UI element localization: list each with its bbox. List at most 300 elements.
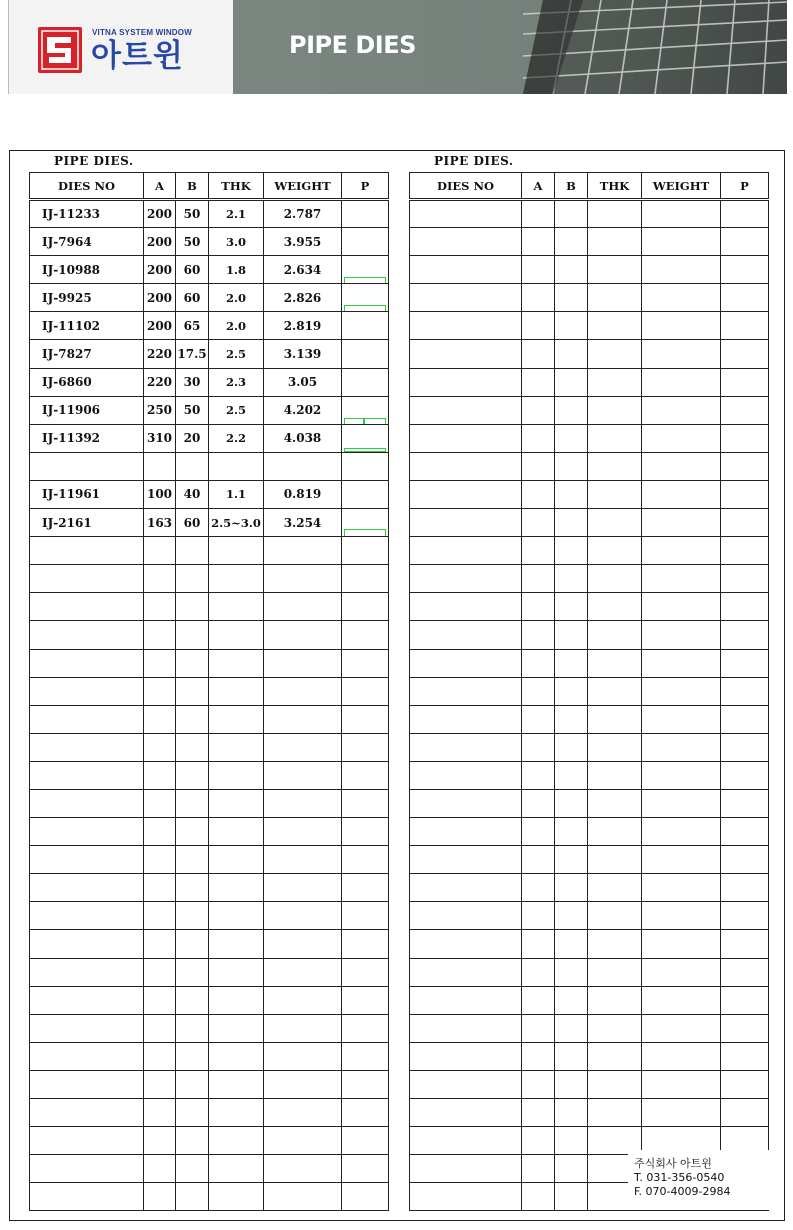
empty-cell: [342, 565, 389, 593]
a-cell: 200: [144, 228, 176, 256]
empty-cell: [588, 256, 642, 284]
empty-cell: [555, 1155, 588, 1183]
empty-cell: [555, 621, 588, 649]
col-header-dies-no: DIES NO: [30, 173, 144, 200]
empty-cell: [410, 565, 522, 593]
empty-cell: [410, 1014, 522, 1042]
empty-cell: [264, 593, 342, 621]
empty-cell: [342, 874, 389, 902]
empty-cell: [410, 340, 522, 368]
empty-cell: [588, 312, 642, 340]
empty-cell: [555, 509, 588, 537]
empty-cell: [342, 789, 389, 817]
empty-cell: [721, 284, 769, 312]
empty-cell: [721, 480, 769, 508]
empty-cell: [522, 284, 555, 312]
empty-cell: [522, 705, 555, 733]
empty-cell: [522, 958, 555, 986]
dies-no-cell: IJ-9925: [30, 284, 144, 312]
a-cell: 163: [144, 509, 176, 537]
dies-no-cell: IJ-6860: [30, 368, 144, 396]
table-row: [410, 677, 769, 705]
right-section-title: PIPE DIES.: [434, 154, 514, 168]
empty-cell: [264, 649, 342, 677]
empty-cell: [176, 1014, 209, 1042]
company-tel: T. 031-356-0540: [634, 1171, 725, 1184]
empty-cell: [642, 761, 721, 789]
empty-cell: [176, 1183, 209, 1211]
empty-cell: [144, 958, 176, 986]
empty-cell: [342, 1014, 389, 1042]
empty-cell: [176, 818, 209, 846]
thk-cell: 1.1: [209, 480, 264, 508]
empty-cell: [522, 1183, 555, 1211]
col-header-b: B: [176, 173, 209, 200]
empty-cell: [410, 733, 522, 761]
empty-cell: [144, 537, 176, 565]
weight-cell: 3.955: [264, 228, 342, 256]
empty-cell: [642, 677, 721, 705]
profile-cell: [342, 228, 389, 256]
empty-cell: [522, 902, 555, 930]
empty-cell: [209, 649, 264, 677]
empty-cell: [30, 1070, 144, 1098]
empty-cell: [588, 565, 642, 593]
weight-cell: 3.05: [264, 368, 342, 396]
profile-cell: [342, 340, 389, 368]
dies-no-cell: IJ-2161: [30, 509, 144, 537]
table-row: [410, 284, 769, 312]
empty-cell: [264, 902, 342, 930]
a-cell: 200: [144, 200, 176, 228]
empty-cell: [30, 1099, 144, 1127]
empty-cell: [555, 228, 588, 256]
empty-cell: [522, 818, 555, 846]
empty-cell: [176, 761, 209, 789]
empty-cell: [555, 677, 588, 705]
empty-cell: [642, 902, 721, 930]
empty-cell: [176, 1127, 209, 1155]
table-row: [30, 1014, 389, 1042]
empty-cell: [209, 677, 264, 705]
table-row: [30, 874, 389, 902]
empty-cell: [555, 1070, 588, 1098]
empty-cell: [721, 761, 769, 789]
table-row: [410, 565, 769, 593]
empty-cell: [410, 509, 522, 537]
empty-cell: [721, 649, 769, 677]
empty-cell: [555, 930, 588, 958]
empty-cell: [30, 565, 144, 593]
empty-cell: [642, 424, 721, 452]
empty-cell: [176, 789, 209, 817]
left-section-title: PIPE DIES.: [54, 154, 134, 168]
empty-cell: [342, 649, 389, 677]
empty-cell: [410, 986, 522, 1014]
empty-cell: [264, 958, 342, 986]
empty-cell: [721, 930, 769, 958]
a-cell: [144, 452, 176, 480]
table-row: [30, 986, 389, 1014]
empty-cell: [209, 958, 264, 986]
empty-cell: [410, 452, 522, 480]
table-row: [410, 256, 769, 284]
table-row: [410, 902, 769, 930]
logo-mark-svg: [38, 27, 82, 73]
empty-cell: [144, 705, 176, 733]
empty-cell: [30, 621, 144, 649]
empty-cell: [410, 284, 522, 312]
empty-cell: [410, 368, 522, 396]
empty-cell: [209, 1042, 264, 1070]
profile-cell: [342, 284, 389, 312]
empty-cell: [342, 677, 389, 705]
company-fax: F. 070-4009-2984: [634, 1185, 731, 1198]
table-row: [30, 1183, 389, 1211]
profile-cell: [342, 452, 389, 480]
empty-cell: [176, 705, 209, 733]
empty-cell: [264, 621, 342, 649]
weight-cell: 3.254: [264, 509, 342, 537]
empty-cell: [555, 874, 588, 902]
thk-cell: 2.5: [209, 340, 264, 368]
empty-cell: [264, 930, 342, 958]
empty-cell: [522, 1155, 555, 1183]
empty-cell: [144, 1070, 176, 1098]
empty-cell: [209, 705, 264, 733]
table-row: [30, 228, 389, 256]
empty-cell: [588, 677, 642, 705]
left-dies-table: [29, 172, 389, 1211]
empty-cell: [176, 874, 209, 902]
table-row: [410, 874, 769, 902]
table-row: [30, 846, 389, 874]
empty-cell: [30, 761, 144, 789]
table-row: [410, 1042, 769, 1070]
table-row: [410, 228, 769, 256]
empty-cell: [522, 677, 555, 705]
weight-cell: [264, 452, 342, 480]
empty-cell: [555, 818, 588, 846]
dies-no-cell: IJ-7827: [30, 340, 144, 368]
table-row: [410, 1014, 769, 1042]
empty-cell: [721, 228, 769, 256]
empty-cell: [522, 593, 555, 621]
empty-cell: [721, 1014, 769, 1042]
empty-cell: [209, 621, 264, 649]
table-row: [410, 986, 769, 1014]
empty-cell: [209, 537, 264, 565]
col-header-thk: THK: [209, 173, 264, 200]
table-row: [30, 312, 389, 340]
empty-cell: [264, 789, 342, 817]
empty-cell: [522, 621, 555, 649]
empty-cell: [642, 1014, 721, 1042]
table-row: [30, 593, 389, 621]
empty-cell: [30, 1014, 144, 1042]
empty-cell: [721, 677, 769, 705]
brand-name: 아트윈: [91, 38, 184, 74]
empty-cell: [522, 312, 555, 340]
empty-cell: [342, 958, 389, 986]
table-row: [30, 396, 389, 424]
empty-cell: [264, 1099, 342, 1127]
empty-cell: [522, 874, 555, 902]
empty-cell: [30, 1183, 144, 1211]
brand-subtitle: VITNA SYSTEM WINDOW: [92, 28, 192, 37]
empty-cell: [555, 452, 588, 480]
empty-cell: [176, 958, 209, 986]
table-row: [30, 733, 389, 761]
empty-cell: [522, 930, 555, 958]
a-cell: 310: [144, 424, 176, 452]
table-row: [410, 396, 769, 424]
empty-cell: [588, 228, 642, 256]
empty-cell: [176, 1155, 209, 1183]
empty-cell: [588, 874, 642, 902]
table-row: [410, 537, 769, 565]
empty-cell: [555, 761, 588, 789]
empty-cell: [30, 677, 144, 705]
empty-cell: [30, 593, 144, 621]
empty-cell: [342, 705, 389, 733]
table-row: [410, 958, 769, 986]
empty-cell: [721, 565, 769, 593]
empty-cell: [342, 1183, 389, 1211]
empty-cell: [588, 958, 642, 986]
empty-cell: [588, 509, 642, 537]
empty-cell: [555, 340, 588, 368]
empty-cell: [30, 705, 144, 733]
empty-cell: [642, 818, 721, 846]
empty-cell: [30, 733, 144, 761]
empty-cell: [588, 1070, 642, 1098]
thk-cell: 2.3: [209, 368, 264, 396]
empty-cell: [588, 452, 642, 480]
empty-cell: [721, 874, 769, 902]
empty-cell: [30, 874, 144, 902]
table-row: [30, 621, 389, 649]
empty-cell: [642, 705, 721, 733]
empty-cell: [30, 986, 144, 1014]
table-row: [410, 930, 769, 958]
table-row: [30, 789, 389, 817]
table-row: [30, 200, 389, 228]
empty-cell: [522, 649, 555, 677]
empty-cell: [410, 1070, 522, 1098]
empty-cell: [642, 396, 721, 424]
empty-cell: [209, 902, 264, 930]
empty-cell: [144, 1099, 176, 1127]
empty-cell: [642, 537, 721, 565]
empty-cell: [721, 902, 769, 930]
empty-cell: [209, 1014, 264, 1042]
col-header-weight: WEIGHT: [642, 173, 721, 200]
empty-cell: [588, 284, 642, 312]
empty-cell: [588, 480, 642, 508]
empty-cell: [588, 621, 642, 649]
empty-cell: [410, 480, 522, 508]
empty-cell: [264, 874, 342, 902]
table-row: [30, 452, 389, 480]
empty-cell: [642, 874, 721, 902]
table-row: [410, 424, 769, 452]
table-row: [30, 284, 389, 312]
empty-cell: [642, 593, 721, 621]
empty-cell: [342, 733, 389, 761]
empty-cell: [555, 312, 588, 340]
empty-cell: [721, 1070, 769, 1098]
empty-cell: [209, 846, 264, 874]
empty-cell: [642, 1099, 721, 1127]
table-row: [410, 761, 769, 789]
b-cell: 60: [176, 256, 209, 284]
empty-cell: [721, 537, 769, 565]
empty-cell: [522, 1127, 555, 1155]
dies-no-cell: IJ-11233: [30, 200, 144, 228]
empty-cell: [209, 789, 264, 817]
empty-cell: [588, 705, 642, 733]
table-row: [30, 958, 389, 986]
empty-cell: [588, 761, 642, 789]
profile-cell: [342, 312, 389, 340]
dies-no-cell: IJ-11961: [30, 480, 144, 508]
empty-cell: [264, 761, 342, 789]
profile-cell: [342, 424, 389, 452]
empty-cell: [209, 986, 264, 1014]
table-row: [30, 818, 389, 846]
profile-cell: [342, 509, 389, 537]
empty-cell: [209, 761, 264, 789]
empty-cell: [144, 986, 176, 1014]
empty-cell: [410, 789, 522, 817]
a-cell: 200: [144, 284, 176, 312]
b-cell: 50: [176, 228, 209, 256]
table-row: [410, 733, 769, 761]
table-row: [30, 509, 389, 537]
empty-cell: [522, 1070, 555, 1098]
empty-cell: [721, 818, 769, 846]
empty-cell: [555, 424, 588, 452]
empty-cell: [144, 593, 176, 621]
empty-cell: [144, 789, 176, 817]
empty-cell: [555, 368, 588, 396]
table-row: [30, 340, 389, 368]
empty-cell: [522, 452, 555, 480]
dies-no-cell: IJ-7964: [30, 228, 144, 256]
empty-cell: [642, 452, 721, 480]
empty-cell: [209, 565, 264, 593]
table-row: [410, 621, 769, 649]
empty-cell: [522, 256, 555, 284]
empty-cell: [721, 1042, 769, 1070]
table-row: [410, 200, 769, 228]
empty-cell: [410, 200, 522, 228]
profile-cell: [342, 480, 389, 508]
empty-cell: [410, 1042, 522, 1070]
empty-cell: [588, 340, 642, 368]
table-row: [410, 368, 769, 396]
thk-cell: 1.8: [209, 256, 264, 284]
thk-cell: 3.0: [209, 228, 264, 256]
empty-cell: [30, 1155, 144, 1183]
table-row: [410, 1099, 769, 1127]
table-row: [30, 424, 389, 452]
header-banner: [233, 0, 787, 94]
empty-cell: [642, 733, 721, 761]
weight-cell: 4.038: [264, 424, 342, 452]
col-header-p: P: [342, 173, 389, 200]
empty-cell: [30, 649, 144, 677]
weight-cell: 0.819: [264, 480, 342, 508]
empty-cell: [555, 1014, 588, 1042]
dies-no-cell: IJ-11102: [30, 312, 144, 340]
b-cell: 50: [176, 396, 209, 424]
profile-cell: [342, 396, 389, 424]
empty-cell: [522, 228, 555, 256]
table-row: [30, 1099, 389, 1127]
empty-cell: [588, 649, 642, 677]
empty-cell: [642, 846, 721, 874]
table-row: [410, 340, 769, 368]
empty-cell: [522, 537, 555, 565]
empty-cell: [342, 1070, 389, 1098]
empty-cell: [588, 424, 642, 452]
empty-cell: [642, 200, 721, 228]
empty-cell: [30, 818, 144, 846]
empty-cell: [555, 1042, 588, 1070]
empty-cell: [342, 1127, 389, 1155]
empty-cell: [522, 846, 555, 874]
table-row: [410, 452, 769, 480]
empty-cell: [410, 958, 522, 986]
dies-no-cell: IJ-11392: [30, 424, 144, 452]
table-row: [410, 789, 769, 817]
b-cell: 60: [176, 509, 209, 537]
empty-cell: [264, 986, 342, 1014]
table-header-row: [410, 173, 769, 200]
profile-cell: [342, 256, 389, 284]
empty-cell: [555, 396, 588, 424]
thk-cell: 2.2: [209, 424, 264, 452]
empty-cell: [342, 818, 389, 846]
table-row: [30, 761, 389, 789]
empty-cell: [410, 846, 522, 874]
empty-cell: [30, 930, 144, 958]
empty-cell: [144, 818, 176, 846]
empty-cell: [144, 761, 176, 789]
empty-cell: [144, 902, 176, 930]
empty-cell: [588, 986, 642, 1014]
empty-cell: [410, 818, 522, 846]
b-cell: 65: [176, 312, 209, 340]
logo-area: [9, 0, 233, 94]
empty-cell: [721, 705, 769, 733]
empty-cell: [721, 1099, 769, 1127]
empty-cell: [522, 986, 555, 1014]
empty-cell: [264, 846, 342, 874]
empty-cell: [721, 368, 769, 396]
empty-cell: [264, 537, 342, 565]
empty-cell: [721, 958, 769, 986]
col-header-thk: THK: [588, 173, 642, 200]
empty-cell: [721, 621, 769, 649]
empty-cell: [410, 537, 522, 565]
empty-cell: [410, 593, 522, 621]
empty-cell: [264, 1127, 342, 1155]
weight-cell: 3.139: [264, 340, 342, 368]
empty-cell: [588, 1099, 642, 1127]
